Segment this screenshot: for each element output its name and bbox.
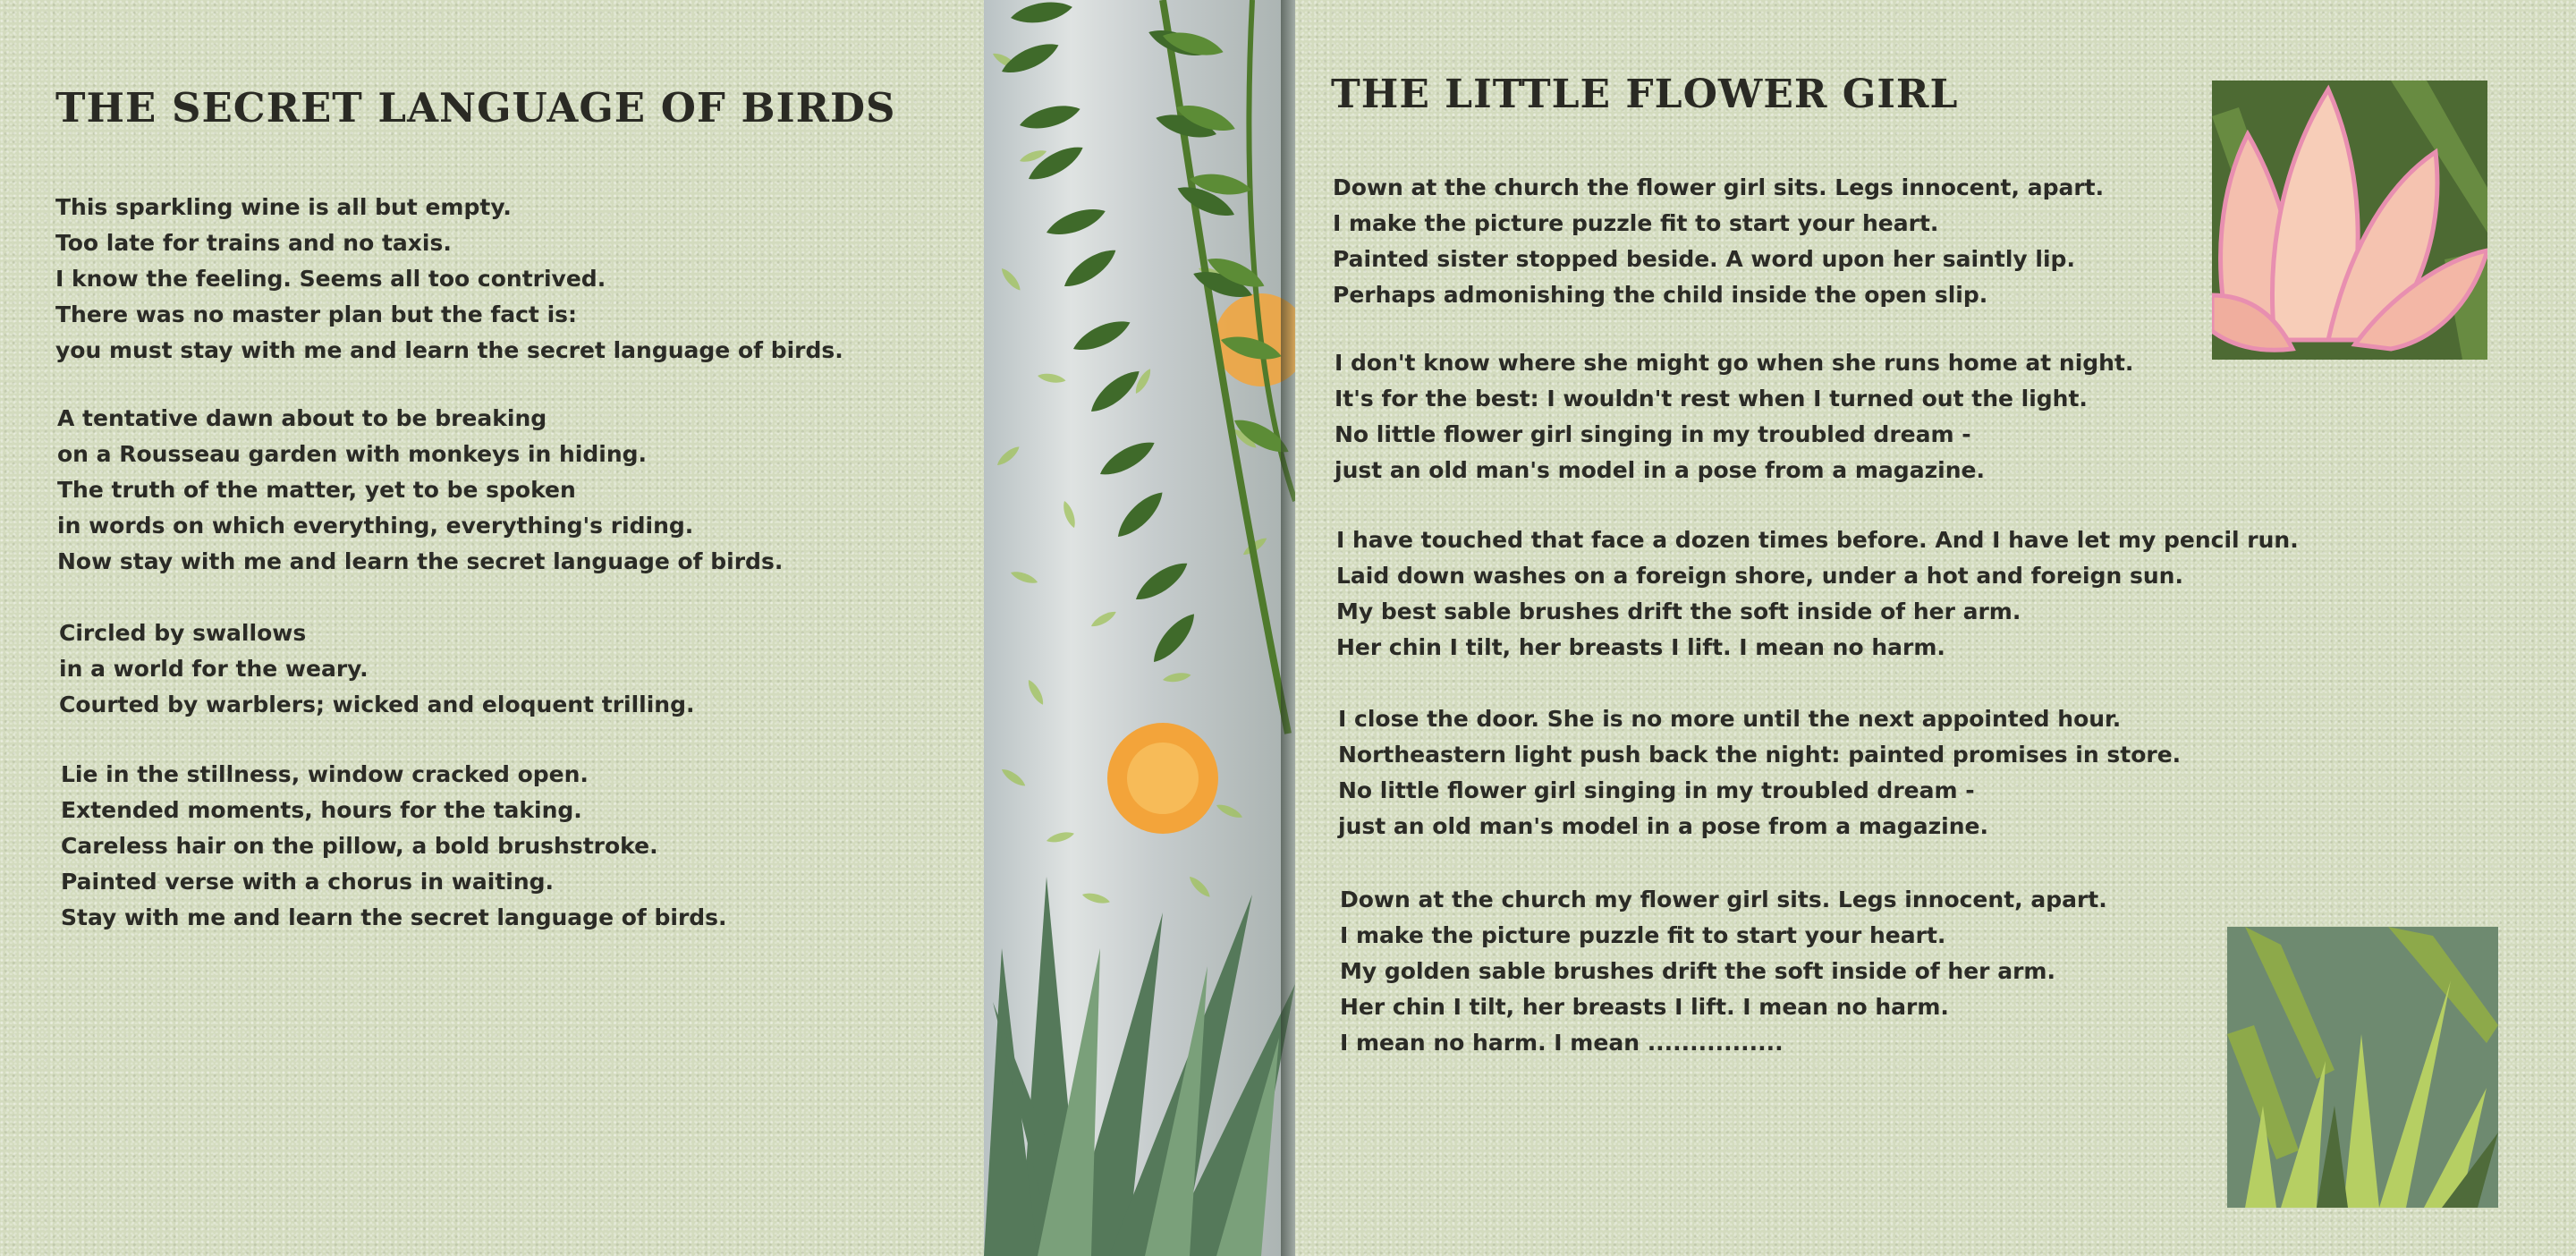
left-poem-title: THE SECRET LANGUAGE OF BIRDS [55, 84, 896, 132]
poem-line: It's for the best: I wouldn't rest when I turned out the light. [1335, 386, 2088, 412]
poem-line: Her chin I tilt, her breasts I lift. I mean no harm. [1340, 994, 1949, 1020]
lotus-flower-image [2212, 81, 2487, 360]
poem-line: in words on which everything, everything's riding. [57, 513, 694, 539]
grass-leaves-image [2227, 927, 2498, 1208]
poem-line: Stay with me and learn the secret language of birds. [61, 904, 727, 930]
poem-line: Her chin I tilt, her breasts I lift. I mean no harm. [1336, 634, 1945, 660]
poem-line: Now stay with me and learn the secret language of birds. [57, 548, 784, 574]
jungle-illustration [984, 0, 1295, 1256]
poem-line: I have touched that face a dozen times before. And I have let my pencil run. [1336, 527, 2299, 553]
poem-line: Laid down washes on a foreign shore, under a hot and foreign sun. [1336, 563, 2183, 589]
poem-line: My best sable brushes drift the soft inside of her arm. [1336, 598, 2021, 624]
poem-line: Northeastern light push back the night: painted promises in store. [1338, 742, 2182, 768]
poem-line: Down at the church my flower girl sits. Legs innocent, apart. [1340, 887, 2107, 912]
right-stanza-5 [1340, 882, 2107, 1061]
right-stanza-4 [1338, 701, 2181, 844]
poem-line: I mean no harm. I mean ................ [1340, 1030, 1784, 1056]
right-poem-title: THE LITTLE FLOWER GIRL [1331, 72, 1959, 117]
poem-line: Down at the church the flower girl sits. Legs innocent, apart. [1333, 174, 2105, 200]
poem-line: I don't know where she might go when she runs home at night. [1335, 350, 2134, 376]
poem-line: Circled by swallows [59, 620, 307, 646]
left-stanza-3 [59, 615, 695, 723]
poem-line: No little flower girl singing in my troubled dream - [1335, 421, 1971, 447]
lotus-icon [2212, 81, 2487, 360]
poem-line: in a world for the weary. [59, 656, 369, 682]
poem-line: This sparkling wine is all but empty. [55, 194, 512, 220]
poem-line: A tentative dawn about to be breaking [57, 405, 547, 431]
grass-icon [2227, 927, 2498, 1208]
left-stanza-2 [57, 401, 783, 580]
poem-line: I make the picture puzzle fit to start your heart. [1340, 922, 1946, 948]
poem-line: Courted by warblers; wicked and eloquent trilling. [59, 692, 695, 717]
poem-line: just an old man's model in a pose from a magazine. [1338, 813, 1988, 839]
poem-line: Careless hair on the pillow, a bold brushstroke. [61, 833, 658, 859]
poem-line: I know the feeling. Seems all too contrived. [55, 266, 606, 292]
poem-line: No little flower girl singing in my troubled dream - [1338, 777, 1975, 803]
poem-line: I make the picture puzzle fit to start your heart. [1333, 210, 1939, 236]
right-stanza-3 [1336, 522, 2299, 666]
poem-line: The truth of the matter, yet to be spoken [57, 477, 576, 503]
right-stanza-1 [1333, 170, 2104, 313]
poem-line: I close the door. She is no more until the next appointed hour. [1338, 706, 2122, 732]
jungle-leaves-image [984, 0, 1295, 1256]
right-stanza-2 [1335, 345, 2133, 488]
poem-line: you must stay with me and learn the secret language of birds. [55, 337, 843, 363]
poem-line: Painted sister stopped beside. A word upon her saintly lip. [1333, 246, 2075, 272]
left-stanza-1 [55, 190, 843, 369]
poem-line: Extended moments, hours for the taking. [61, 797, 582, 823]
poem-line: Perhaps admonishing the child inside the open slip. [1333, 282, 1988, 308]
left-page [0, 0, 984, 1256]
poem-line: just an old man's model in a pose from a magazine. [1335, 457, 1985, 483]
poem-line: There was no master plan but the fact is: [55, 301, 578, 327]
left-stanza-4 [61, 757, 727, 936]
poem-line: on a Rousseau garden with monkeys in hiding. [57, 441, 648, 467]
poem-line: Lie in the stillness, window cracked open. [61, 761, 589, 787]
poem-line: Too late for trains and no taxis. [55, 230, 452, 256]
poem-line: Painted verse with a chorus in waiting. [61, 869, 555, 895]
poem-line: My golden sable brushes drift the soft inside of her arm. [1340, 958, 2055, 984]
